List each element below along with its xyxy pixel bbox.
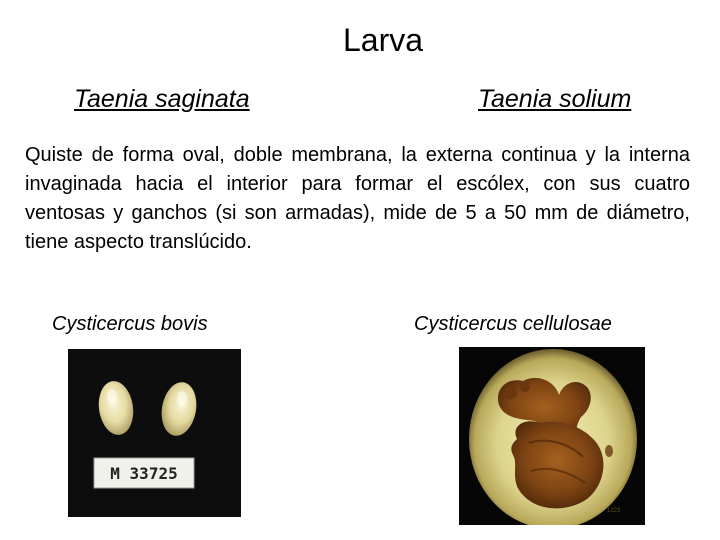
larva-description: Quiste de forma oval, doble membrana, la externa continua y la interna invaginada hacia el interior para formar el escólex, con sus cuatro ventosas y ganchos (si son armadas), mide de 5 a 50 mm de diámetro, tiene aspecto translúcido. (25, 144, 690, 253)
subtitle-cysticercus-cellulosae: Cysticercus cellulosae (414, 313, 612, 335)
specimen-label-text: M 33725 (110, 464, 178, 483)
species-taenia-saginata: Taenia saginata (74, 85, 250, 113)
cysticercus-cellulosae-image (459, 347, 645, 525)
cysticercus-bovis-photo (68, 349, 241, 517)
image-caption: 1223 (607, 508, 621, 514)
cysticercus-bovis-image (68, 349, 241, 517)
species-taenia-solium: Taenia solium (478, 85, 632, 113)
slide-title: Larva (342, 22, 424, 58)
cysticercus-cellulosae-photo (459, 347, 645, 525)
subtitle-cysticercus-bovis: Cysticercus bovis (52, 313, 208, 335)
